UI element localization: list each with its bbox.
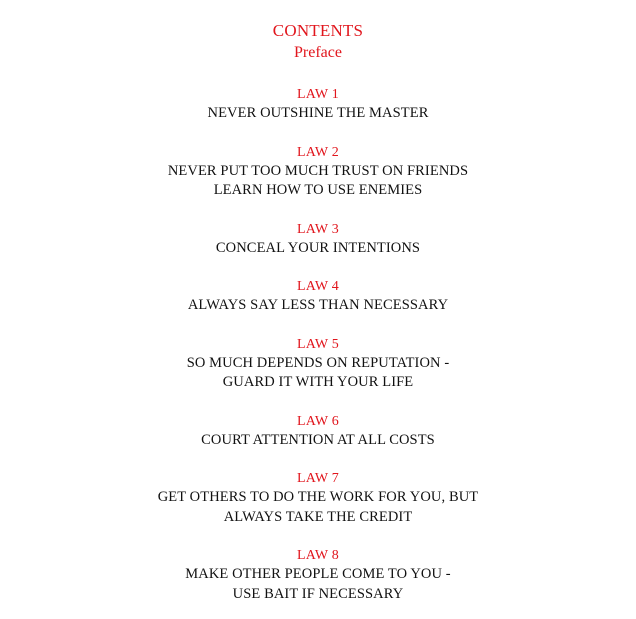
- law-title-line: SO MUCH DEPENDS ON REPUTATION -: [186, 354, 450, 371]
- law-title-line: ALWAYS SAY LESS THAN NECESSARY: [187, 297, 449, 313]
- law-item[interactable]: [0, 335, 636, 393]
- law-title-line: LEARN HOW TO USE ENEMIES: [213, 182, 423, 198]
- law-title-line: GUARD IT WITH YOUR LIFE: [222, 374, 414, 390]
- law-item[interactable]: [0, 469, 636, 527]
- law-item[interactable]: [0, 546, 636, 604]
- law-number: LAW 5: [296, 336, 339, 352]
- law-number: LAW 2: [296, 144, 339, 160]
- law-title-line: USE BAIT IF NECESSARY: [232, 585, 404, 602]
- law-list: [0, 85, 636, 604]
- law-title-line: ALWAYS TAKE THE CREDIT: [223, 508, 413, 525]
- law-title-line: NEVER PUT TOO MUCH TRUST ON FRIENDS: [167, 162, 469, 179]
- law-title-line: CONCEAL YOUR INTENTIONS: [215, 239, 421, 256]
- preface-link[interactable]: Preface: [294, 44, 342, 61]
- law-title-line: NEVER OUTSHINE THE MASTER: [207, 105, 429, 121]
- law-item[interactable]: [0, 277, 636, 316]
- law-title-line: MAKE OTHER PEOPLE COME TO YOU -: [185, 566, 451, 582]
- law-item[interactable]: [0, 85, 636, 124]
- law-item[interactable]: [0, 220, 636, 259]
- law-number: LAW 6: [296, 413, 339, 429]
- contents-heading: CONTENTS: [272, 21, 364, 40]
- law-item[interactable]: [0, 143, 636, 201]
- law-number: LAW 1: [296, 87, 339, 102]
- law-number: LAW 8: [296, 548, 339, 563]
- law-title-line: COURT ATTENTION AT ALL COSTS: [201, 431, 435, 448]
- contents-header: [0, 0, 636, 63]
- law-number: LAW 3: [296, 221, 339, 237]
- law-title-line: GET OTHERS TO DO THE WORK FOR YOU, BUT: [157, 489, 479, 505]
- law-number: LAW 4: [296, 279, 339, 294]
- law-item[interactable]: [0, 412, 636, 451]
- law-number: LAW 7: [296, 471, 339, 486]
